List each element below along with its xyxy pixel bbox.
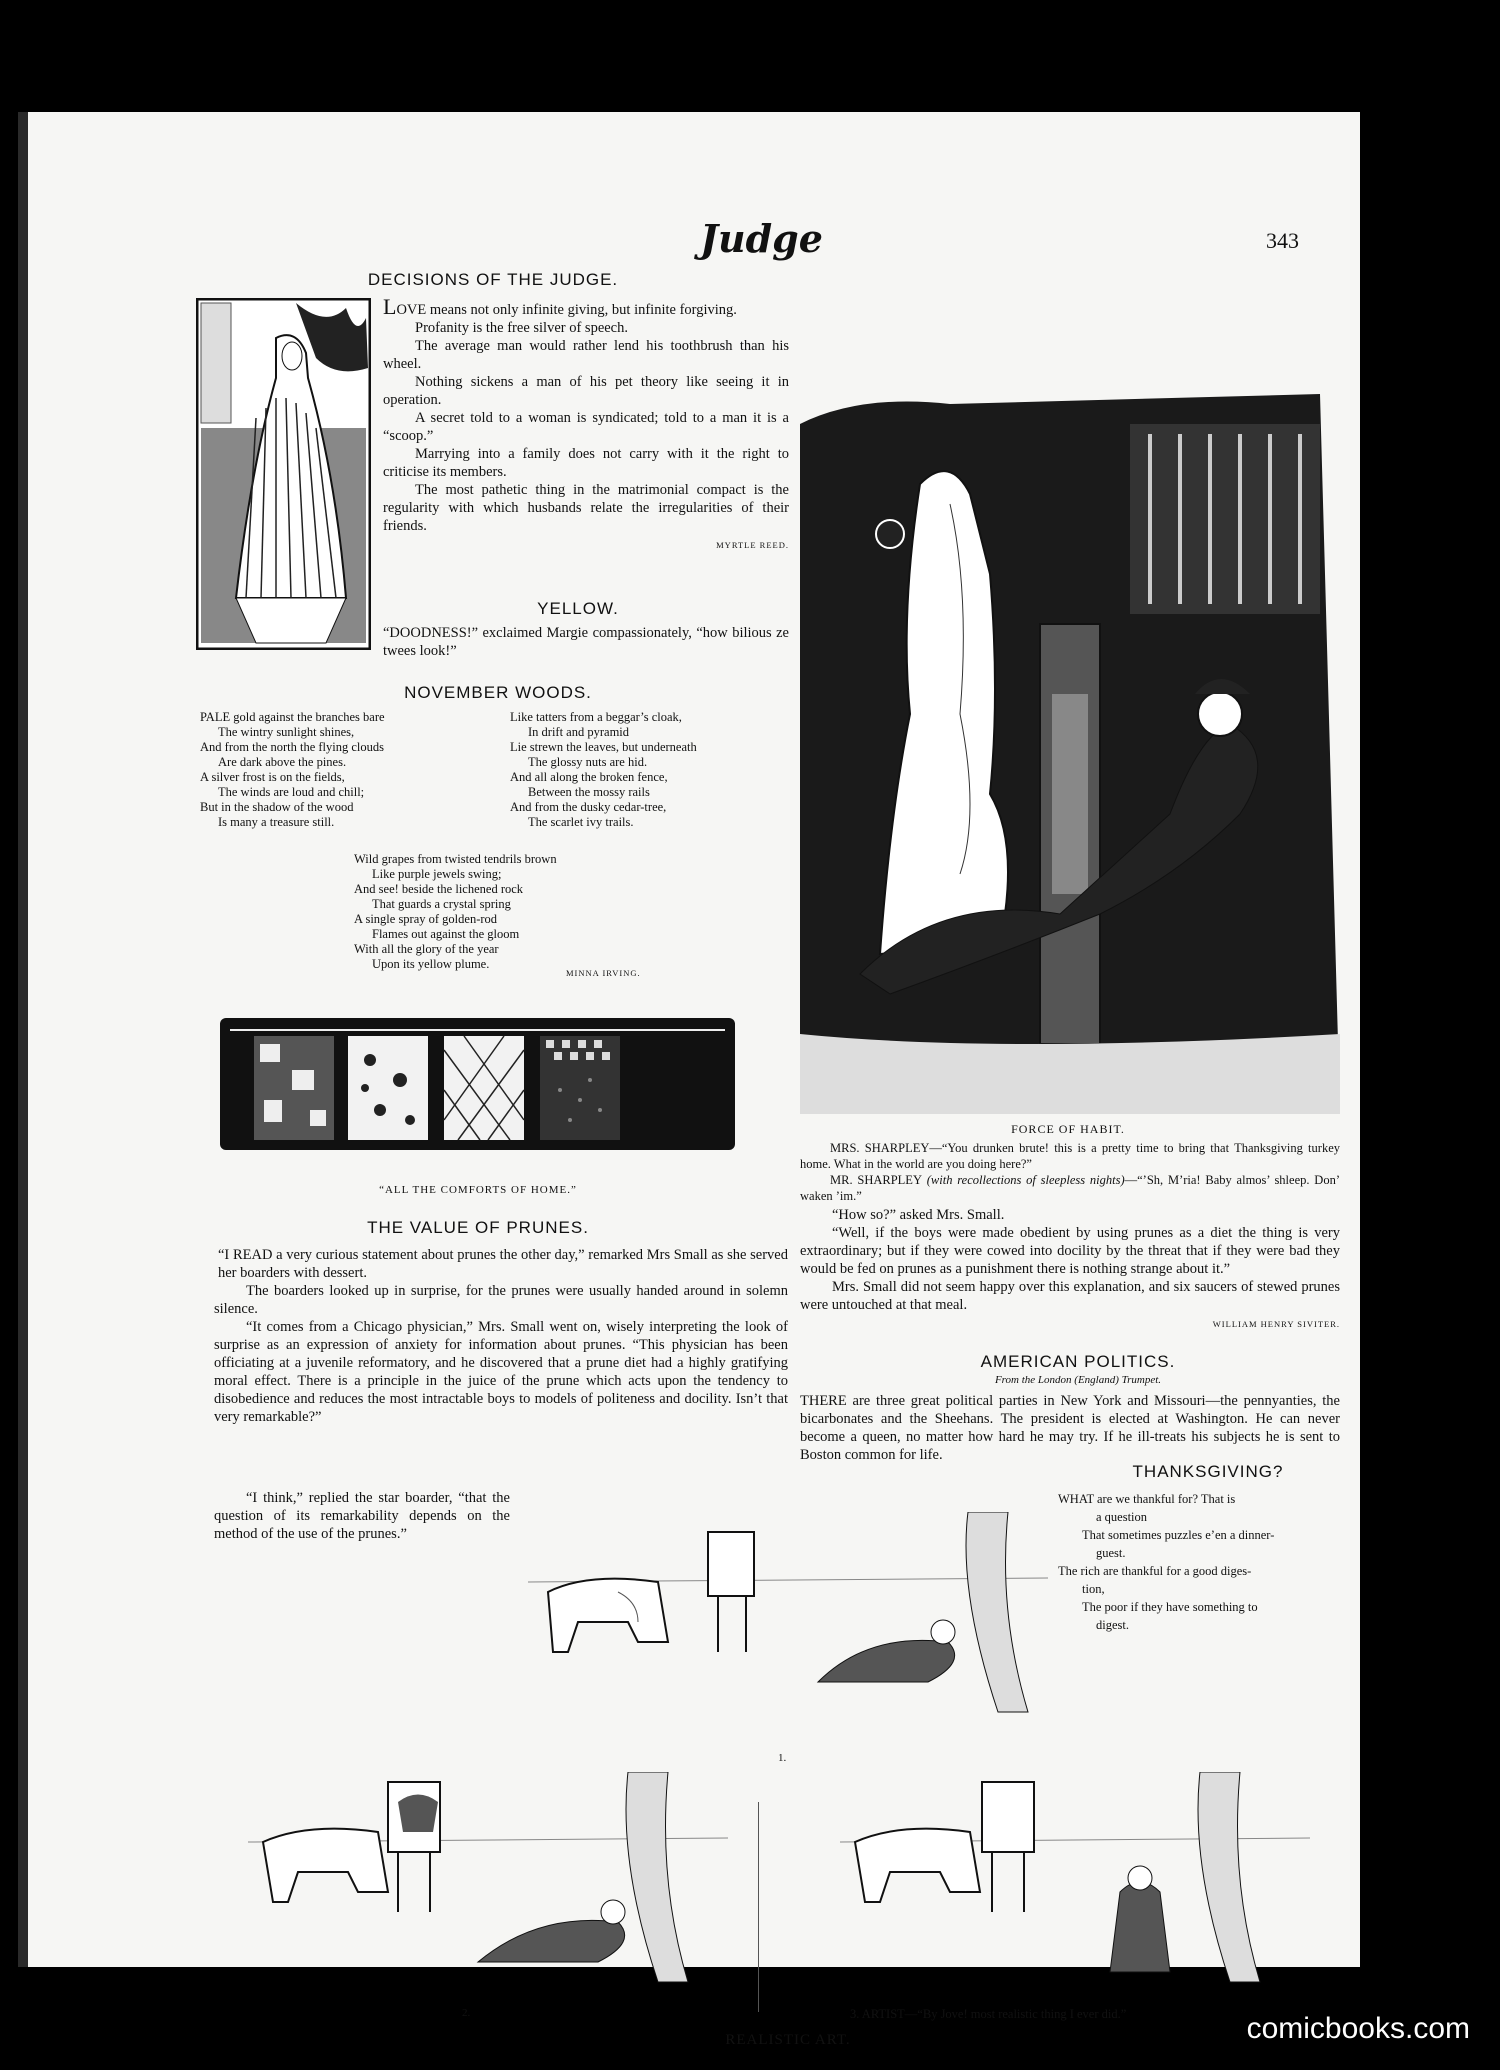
poem-line: The wintry sunlight shines, [218,725,355,739]
poem-line: PALE gold against the branches bare [200,710,385,724]
poem-line: With all the glory of the year [354,942,499,956]
decisions-item: The average man would rather lend his toothbrush than his wheel. [383,338,789,372]
prunes-p3: “It comes from a Chicago physician,” Mrs. Small went on, wisely interpreting the look of surprise as an expression of anxiety for information about prunes. “This physician has been officiating at a juvenile reformatory, and he discovered that a prune diet had a highly gratifying moral effect. There is a principle in the juice of the prune which acts upon the tendency to disobedience and reduces the most intractable boys to models of politeness and docility. Isn’t that very remarkable?” [214,1319,788,1425]
woman-illustration [196,298,371,650]
poem-line: That guards a crystal spring [372,897,511,911]
poem-line: A silver frost is on the fields, [200,770,345,784]
site-watermark: comicbooks.com [1246,2012,1470,2045]
poem-line: Are dark above the pines. [218,755,347,769]
poem-line: WHAT are we thankful for? That is [1058,1492,1236,1506]
prunes-p1: “I READ a very curious statement about prunes the other day,” remarked Mrs Small as she served her boarders with dessert. [218,1247,788,1281]
poem-line: The winds are loud and chill; [218,785,365,799]
panel-divider [758,1802,759,2012]
force-line1: MRS. SHARPLEY—“You drunken brute! this is a pretty time to bring that Thanksgiving turkey home. What in the world are you doing here?” [800,1141,1340,1171]
force-caption [800,1140,1340,1204]
decisions-item: The most pathetic thing in the matrimonial compact is the regularity with which husbands relate the irregularities of their friends. [383,482,789,534]
poem-line: guest. [1096,1546,1126,1560]
prunes-p7: Mrs. Small did not seem happy over this explanation, and six saucers of stewed prunes were untouched at that meal. [800,1279,1340,1313]
poem-line: Like tatters from a beggar’s cloak, [510,710,682,724]
decisions-author: MYRTLE REED. [716,540,789,550]
poem-line: And from the dusky cedar-tree, [510,800,667,814]
realistic-art-panel-3 [840,1772,1310,1997]
decisions-item: Profanity is the free silver of speech. [415,320,628,336]
november-col2 [510,710,800,830]
thanksgiving-poem [1058,1490,1348,1634]
politics-source: From the London (England) Trumpet. [994,1374,1162,1386]
decisions-item: Marrying into a family does not carry with it the right to criticise its members. [383,446,789,480]
force-line2-speaker: MR. SHARPLEY [830,1173,922,1187]
decisions-body [383,294,789,554]
poem-line: The scarlet ivy trails. [528,815,634,829]
poem-line: digest. [1096,1618,1129,1632]
poem-line: The poor if they have something to [1082,1600,1258,1614]
masthead-title: Judge [700,216,823,261]
yellow-text: “DOODNESS!” exclaimed Margie compassionately, “how bilious ze twees look!” [383,625,789,659]
poem-line: tion, [1082,1582,1105,1596]
poem-line: And see! beside the lichened rock [354,882,524,896]
decisions-first: OVE means not only infinite giving, but infinite forgiving. [396,302,737,318]
panel-3-caption: 3. ARTIST—“By Jove! most realistic thing I ever did.” [850,2007,1127,2021]
prunes-author: WILLIAM HENRY SIVITER. [1212,1319,1340,1329]
decisions-item: A secret told to a woman is syndicated; told to a man it is a “scoop.” [383,410,789,444]
poem-line: Flames out against the gloom [372,927,520,941]
poem-line: a question [1096,1510,1148,1524]
poem-line: In drift and pyramid [528,725,630,739]
poem-line: Is many a treasure still. [218,815,335,829]
force-title: FORCE OF HABIT. [1011,1122,1125,1136]
november-col3 [354,852,654,972]
comforts-caption: “ALL THE COMFORTS OF HOME.” [379,1184,577,1196]
page-number: 343 [1266,228,1299,253]
force-of-habit-illustration [800,394,1340,1114]
realistic-art-title: REALISTIC ART. [725,2032,851,2048]
poem-line: Wild grapes from twisted tendrils brown [354,852,557,866]
poem-line: Upon its yellow plume. [372,957,490,971]
poem-line: A single spray of golden-rod [354,912,498,926]
decisions-heading: DECISIONS OF THE JUDGE. [367,270,619,289]
prunes-heading: THE VALUE OF PRUNES. [367,1218,589,1237]
quilts-illustration [220,1010,735,1160]
panel-1-number: 1. [778,1752,787,1764]
thanksgiving-heading: THANKSGIVING? [1132,1462,1284,1481]
poem-line: The glossy nuts are hid. [528,755,648,769]
politics-heading: AMERICAN POLITICS. [980,1352,1176,1371]
november-author: MINNA IRVING. [566,968,641,978]
decisions-item: Nothing sickens a man of his pet theory like seeing it in operation. [383,374,789,408]
prunes-body-left [214,1246,788,1318]
poem-line: Lie strewn the leaves, but underneath [510,740,697,754]
force-line2-aside: (with recollections of sleepless nights) [926,1173,1125,1187]
panel-2-number: 2. [462,2007,471,2019]
prunes-p4: “I think,” replied the star boarder, “that the question of its remarkability depends on the method of the use of the prunes.” [214,1490,510,1542]
prunes-p2: The boarders looked up in surprise, for the prunes were usually handed around in solemn silence. [214,1283,788,1317]
realistic-art-panel-1 [528,1512,1048,1722]
decisions-drop-cap: L [383,294,397,319]
page-spine [18,112,28,1967]
november-heading: NOVEMBER WOODS. [404,683,592,702]
politics-text: THERE are three great political parties in New York and Missouri—the pennyanties, the bicarbonates and the Sheehans. The president is elected at Washington. He can never become a queen, no matter how hard he may try. If he ill-treats his subjects he is sent to Boston common for life. [800,1393,1340,1463]
yellow-heading: YELLOW. [537,599,619,618]
poem-line: But in the shadow of the wood [200,800,354,814]
poem-line: And all along the broken fence, [510,770,668,784]
poem-line: And from the north the flying clouds [200,740,384,754]
prunes-body-right [800,1206,1340,1333]
poem-line: That sometimes puzzles e’en a dinner- [1082,1528,1275,1542]
realistic-art-panel-2 [248,1772,728,1997]
poem-line: Between the mossy rails [528,785,650,799]
poem-line: Like purple jewels swing; [372,867,502,881]
november-col1 [200,710,500,830]
poem-line: The rich are thankful for a good diges- [1058,1564,1252,1578]
prunes-p6: “Well, if the boys were made obedient by using prunes as a diet the thing is very extraordinary; but if they were cowed into docility by the threat that if they were bad they would be fed on prunes as a punishment there is nothing strange about it.” [800,1225,1340,1277]
prunes-p5: “How so?” asked Mrs. Small. [832,1207,1005,1223]
force-line2-quote: —“’Sh, M’ria! Baby almos’ shleep. Don’ waken ’im.” [800,1173,1340,1203]
